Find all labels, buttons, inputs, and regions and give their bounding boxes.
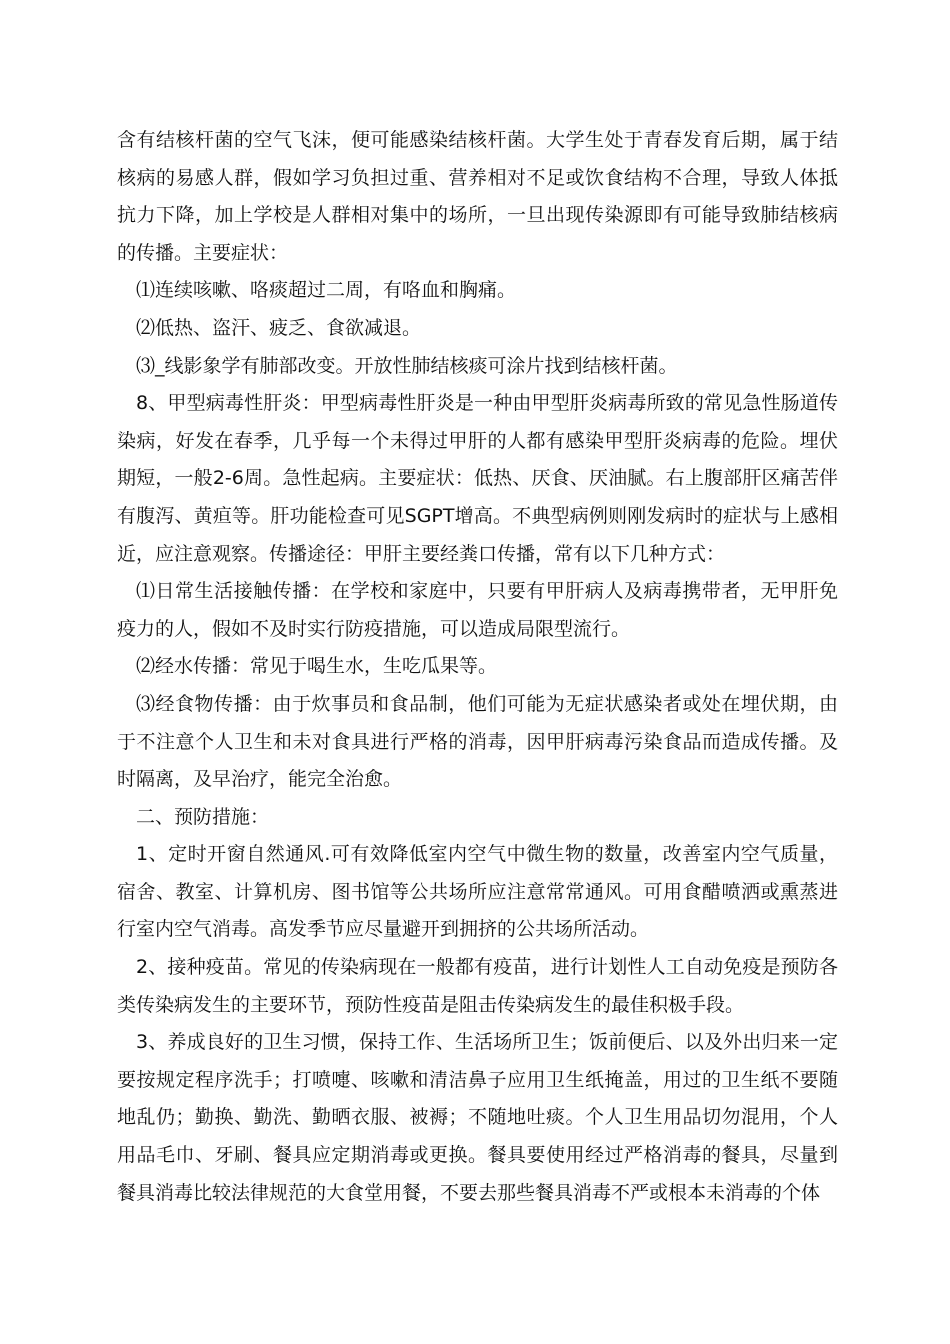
paragraph-tb-symptom-2: ⑵低热、盗汗、疲乏、食欲减退。 <box>136 316 422 339</box>
paragraph-hepatitis-route-1: ⑴日常生活接触传播：在学校和家庭中，只要有甲肝病人及病毒携带者，无甲肝免疫力的人，假如不及时实行防疫措施，可以造成局限型流行。 <box>117 580 838 640</box>
paragraph-tb-transmission: 含有结核杆菌的空气飞沫，便可能感染结核杆菌。大学生处于青春发育后期，属于结核病的易感人群，假如学习负担过重、营养相对不足或饮食结构不合理，导致人体抵抗力下降，加上学校是人群相对集中的场所，一旦出现传染源即有可能导致肺结核病的传播。主要症状： <box>117 129 838 264</box>
document-body <box>117 122 838 1212</box>
paragraph-tb-symptom-1: ⑴连续咳嗽、咯痰超过二周，有咯血和胸痛。 <box>136 279 517 302</box>
paragraph-tb-symptom-3: ⑶_线影象学有肺部改变。开放性肺结核痰可涂片找到结核杆菌。 <box>136 354 678 377</box>
paragraph-prevention-1: 1、定时开窗自然通风.可有效降低室内空气中微生物的数量，改善室内空气质量，宿舍、教室、计算机房、图书馆等公共场所应注意常常通风。可用食醋喷洒或熏蒸进行室内空气消毒。高发季节应尽量避开到拥挤的公共场所活动。 <box>117 843 838 941</box>
section-heading-prevention: 二、预防措施： <box>136 805 270 828</box>
paragraph-hepatitis-route-3: ⑶经食物传播：由于炊事员和食品制，他们可能为无症状感染者或处在埋伏期，由于不注意个人卫生和未对食具进行严格的消毒，因甲肝病毒污染食品而造成传播。及时隔离，及早治疗，能完全治愈。 <box>117 692 838 791</box>
paragraph-prevention-2: 2、接种疫苗。常见的传染病现在一般都有疫苗，进行计划性人工自动免疫是预防各类传染病发生的主要环节，预防性疫苗是阻击传染病发生的最佳积极手段。 <box>117 956 838 1016</box>
paragraph-hepatitis-a: 8、甲型病毒性肝炎：甲型病毒性肝炎是一种由甲型肝炎病毒所致的常见急性肠道传染病，好发在春季，几乎每一个未得过甲肝的人都有感染甲型肝炎病毒的危险。埋伏期短，一般2-6周。急性起病。主要症状：低热、厌食、厌油腻。右上腹部肝区痛苦伴有腹泻、黄疸等。肝功能检查可见SGPT增高。不典型病例则刚发病时的症状与上感相近，应注意观察。传播途径：甲肝主要经粪口传播，常有以下几种方式： <box>117 392 838 565</box>
paragraph-hepatitis-route-2: ⑵经水传播：常见于喝生水，生吃瓜果等。 <box>136 655 498 678</box>
paragraph-prevention-3: 3、养成良好的卫生习惯，保持工作、生活场所卫生；饭前便后、以及外出归来一定要按规定程序洗手；打喷嚏、咳嗽和清洁鼻子应用卫生纸掩盖，用过的卫生纸不要随地乱仍；勤换、勤洗、勤晒衣服、被褥；不随地吐痰。个人卫生用品切勿混用，个人用品毛巾、牙刷、餐具应定期消毒或更换。餐具要使用经过严格消毒的餐具，尽量到餐具消毒比较法律规范的大食堂用餐，不要去那些餐具消毒不严或根本未消毒的个体 <box>117 1031 838 1204</box>
